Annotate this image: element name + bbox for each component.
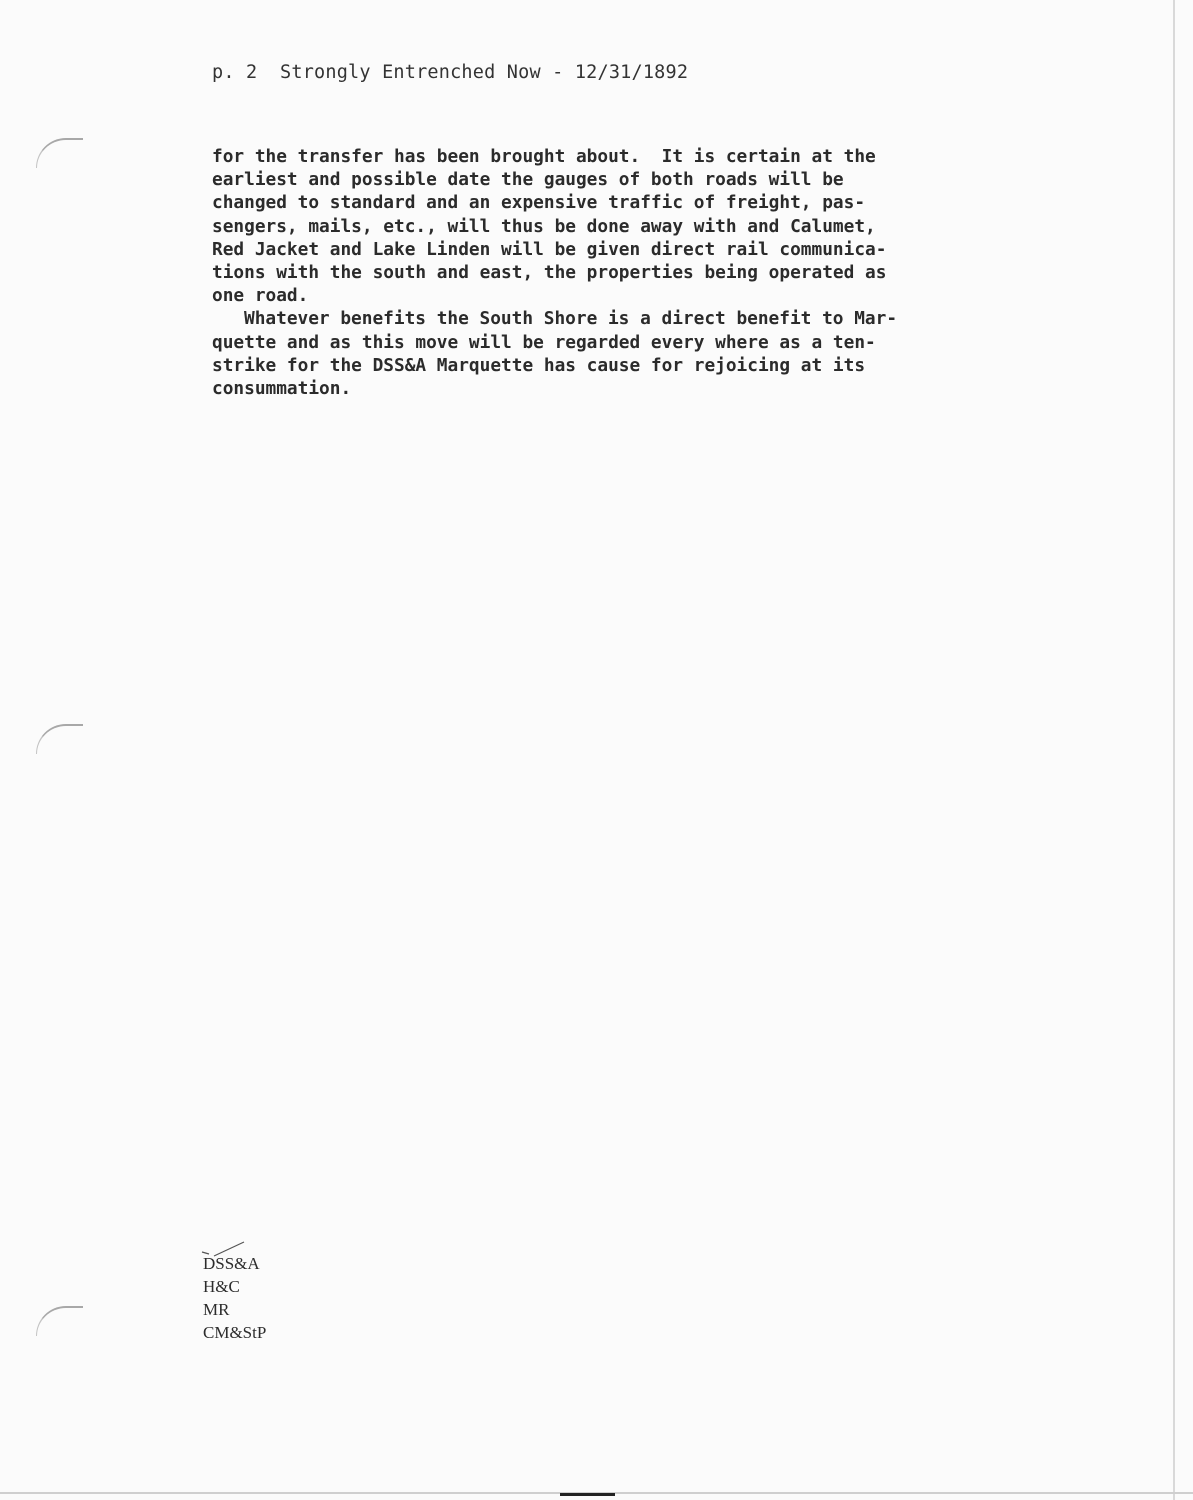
text-line: changed to standard and an expensive traffic of freight, pas- bbox=[212, 192, 866, 214]
body-text bbox=[212, 145, 952, 400]
text-line: earliest and possible date the gauges of both roads will be bbox=[212, 169, 844, 191]
page-edge-right bbox=[1173, 0, 1175, 1500]
distribution-item: H&C bbox=[203, 1277, 240, 1296]
bottom-edge-mark bbox=[560, 1493, 615, 1496]
binder-hole-mark-middle bbox=[36, 724, 83, 754]
binder-hole-mark-top bbox=[36, 138, 83, 168]
text-line: Whatever benefits the South Shore is a direct benefit to Mar- bbox=[244, 308, 898, 330]
text-line: tions with the south and east, the properties being operated as bbox=[212, 261, 887, 283]
distribution-item: MR bbox=[203, 1300, 230, 1319]
text-line: for the transfer has been brought about. It is certain at the bbox=[212, 146, 876, 167]
paragraph-2 bbox=[212, 307, 952, 400]
paragraph-1 bbox=[212, 145, 952, 307]
page-header: p. 2 Strongly Entrenched Now - 12/31/1892 bbox=[212, 62, 689, 83]
distribution-item: DSS&A bbox=[203, 1254, 260, 1273]
text-line: quette and as this move will be regarded every where as a ten- bbox=[212, 331, 876, 353]
text-line: sengers, mails, etc., will thus be done away with and Calumet, bbox=[212, 215, 876, 237]
text-line: one road. bbox=[212, 285, 309, 307]
binder-hole-mark-bottom bbox=[36, 1306, 83, 1336]
text-line: strike for the DSS&A Marquette has cause for rejoicing at its bbox=[212, 354, 866, 376]
text-line: Red Jacket and Lake Linden will be given direct rail communica- bbox=[212, 238, 887, 260]
distribution-item: CM&StP bbox=[203, 1323, 267, 1342]
text-line: consummation. bbox=[212, 377, 352, 399]
distribution-list bbox=[203, 1252, 266, 1344]
